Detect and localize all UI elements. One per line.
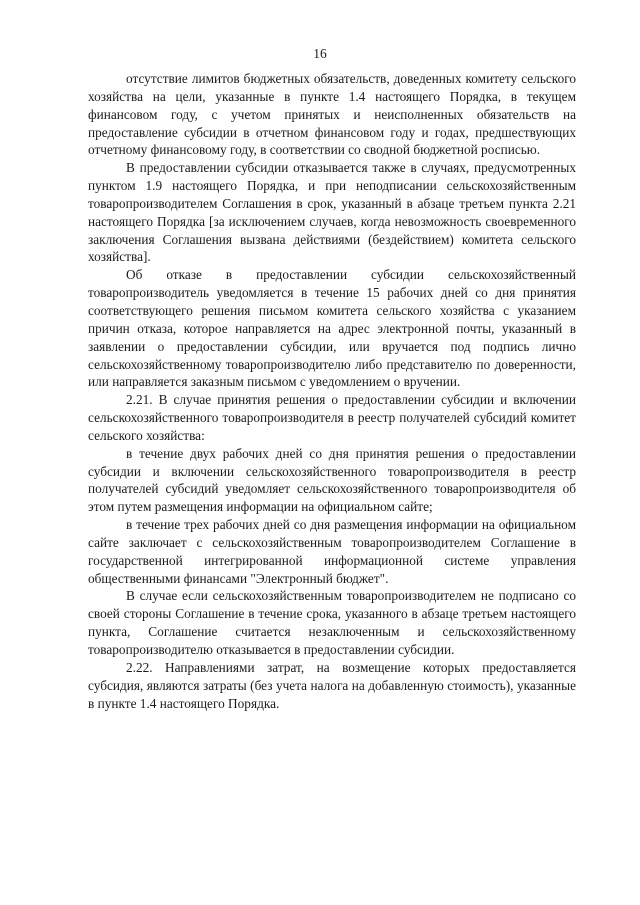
paragraph-refusal-notification: Об отказе в предоставлении субсидии сельскохозяйственный товаропроизводитель уведомляется в течение 15 рабочих дней со дня принятия соответствующего решения письмом комитета сельского хозяйства с указанием причин отказа, которое направляется на адрес электронной почты, указанный в заявлении о предоставлении субсидии, или вручается под подпись лично сельскохозяйственному товаропроизводителю либо представителю по доверенности, или направляется заказным письмом с уведомлением о вручении. (88, 267, 576, 390)
paragraph-section-2-22: 2.22. Направлениями затрат, на возмещение которых предоставляется субсидия, являются затраты (без учета налога на добавленную стоимость), указанные в пункте 1.4 настоящего Порядка. (88, 659, 576, 711)
paragraph-three-days-agreement: в течение трех рабочих дней со дня размещения информации на официальном сайте заключает с сельскохозяйственным товаропроизводителем Соглашение в государственной интегрированной информационной системе управления общественными финансами "Электронный бюджет". (88, 517, 576, 586)
paragraph-two-days-notice: в течение двух рабочих дней со дня принятия решения о предоставлении субсидии и включении сельскохозяйственного товаропроизводителя в реестр получателей субсидий уведомляет сельскохозяйственного товаропроизводителя об этом путем размещения информации на официальном сайте; (88, 445, 576, 515)
paragraph-refusal-cases: В предоставлении субсидии отказывается также в случаях, предусмотренных пунктом 1.9 настоящего Порядка, и при неподписании сельскохозяйственным товаропроизводителем Соглашения в срок, указанный в абзаце третьем пункта 2.21 настоящего Порядка [за исключением случаев, когда невозможность своевременного заключения Соглашения вызвана действиями (бездействием) комитета сельского хозяйства]. (88, 160, 576, 265)
paragraph-budget-limits: отсутствие лимитов бюджетных обязательств, доведенных комитету сельского хозяйства на цели, указанные в пункте 1.4 настоящего Порядка, в текущем финансовом году, с учетом принятых и неисполненных обязательств на предоставление субсидии в отчетном финансовом году и годах, предшествующих отчетному финансовому году, в соответствии со сводной бюджетной росписью. (88, 71, 576, 158)
page-number: 16 (313, 46, 327, 61)
paragraph-section-2-21: 2.21. В случае принятия решения о предоставлении субсидии и включении сельскохозяйственного товаропроизводителя в реестр получателей субсидий комитет сельского хозяйства: (88, 392, 576, 443)
document-body (88, 70, 576, 712)
paragraph-unsigned-agreement: В случае если сельскохозяйственным товаропроизводителем не подписано со своей стороны Соглашение в течение срока, указанного в абзаце третьем настоящего пункта, Соглашение считается незаключенным и сельскохозяйственному товаропроизводителю отказывается в предоставлении субсидии. (88, 588, 576, 657)
